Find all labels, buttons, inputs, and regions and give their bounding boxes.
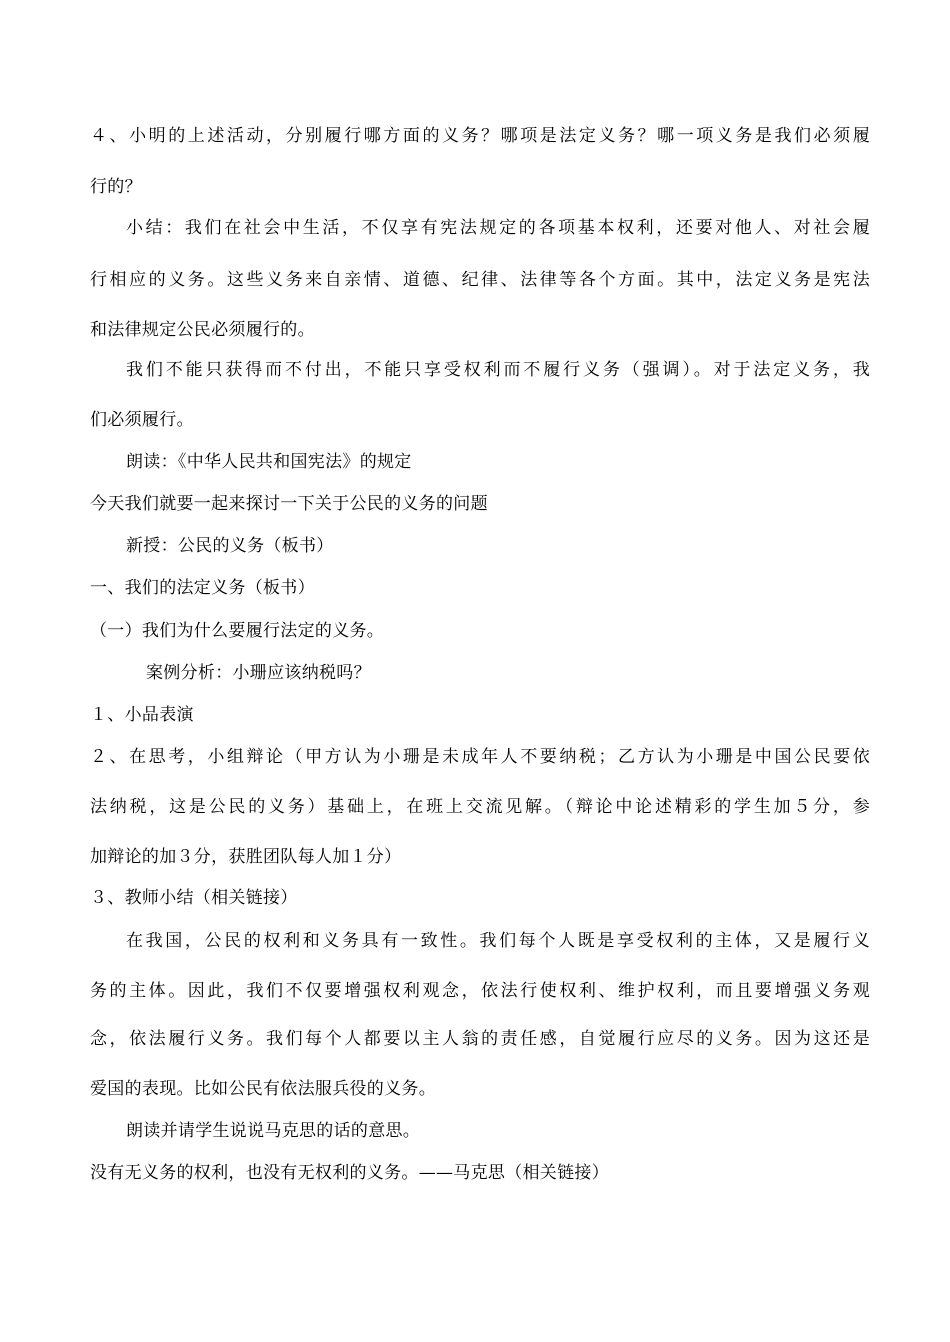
quote-line: 没有无义务的权利，也没有无权利的义务。——马克思（相关链接） xyxy=(90,1163,609,1183)
subheading: （一）我们为什么要履行法定的义务。 xyxy=(90,621,385,641)
text-line: 行相应的义务。这些义务来自亲情、道德、纪律、法律等各个方面。其中，法定义务是宪法 xyxy=(90,270,870,290)
text-line: 在我国，公民的权利和义务具有一致性。我们每个人既是享受权利的主体，又是履行义 xyxy=(126,931,870,951)
text-line: 爱国的表现。比如公民有依法服兵役的义务。 xyxy=(90,1079,436,1099)
text-line: ２、在思考，小组辩论（甲方认为小珊是未成年人不要纳税；乙方认为小珊是中国公民要依 xyxy=(90,747,870,767)
text-line: 念，依法履行义务。我们每个人都要以主人翁的责任感，自觉履行应尽的义务。因为这还是 xyxy=(90,1029,870,1049)
text-line: 务的主体。因此，我们不仅要增强权利观念，依法行使权利、维护权利，而且要增强义务观 xyxy=(90,981,870,1001)
text-line: ４、小明的上述活动，分别履行哪方面的义务？哪项是法定义务？哪一项义务是我们必须履 xyxy=(90,126,870,146)
text-line: 加辩论的加３分，获胜团队每人加１分） xyxy=(90,847,402,867)
text-line: 们必须履行。 xyxy=(90,410,194,430)
text-line: 今天我们就要一起来探讨一下关于公民的义务的问题 xyxy=(90,494,488,514)
text-line: 新授：公民的义务（板书） xyxy=(126,536,334,556)
text-line: 朗读并请学生说说马克思的话的意思。 xyxy=(126,1121,421,1141)
text-line: 案例分析：小珊应该纳税吗？ xyxy=(146,663,371,683)
text-line: 朗读：《中华人民共和国宪法》的规定 xyxy=(126,452,412,472)
text-line: ３、教师小结（相关链接） xyxy=(90,888,298,908)
text-line: 行的？ xyxy=(90,177,142,197)
text-line: １、小品表演 xyxy=(90,705,194,725)
text-line: 小结：我们在社会中生活，不仅享有宪法规定的各项基本权利，还要对他人、对社会履 xyxy=(126,218,870,238)
heading: 一、我们的法定义务（板书） xyxy=(90,578,315,598)
text-line: 法纳税，这是公民的义务）基础上，在班上交流见解。（辩论中论述精彩的学生加５分，参 xyxy=(90,797,870,817)
text-line: 我们不能只获得而不付出，不能只享受权利而不履行义务（强调）。对于法定义务，我 xyxy=(126,360,870,380)
text-line: 和法律规定公民必须履行的。 xyxy=(90,320,315,340)
